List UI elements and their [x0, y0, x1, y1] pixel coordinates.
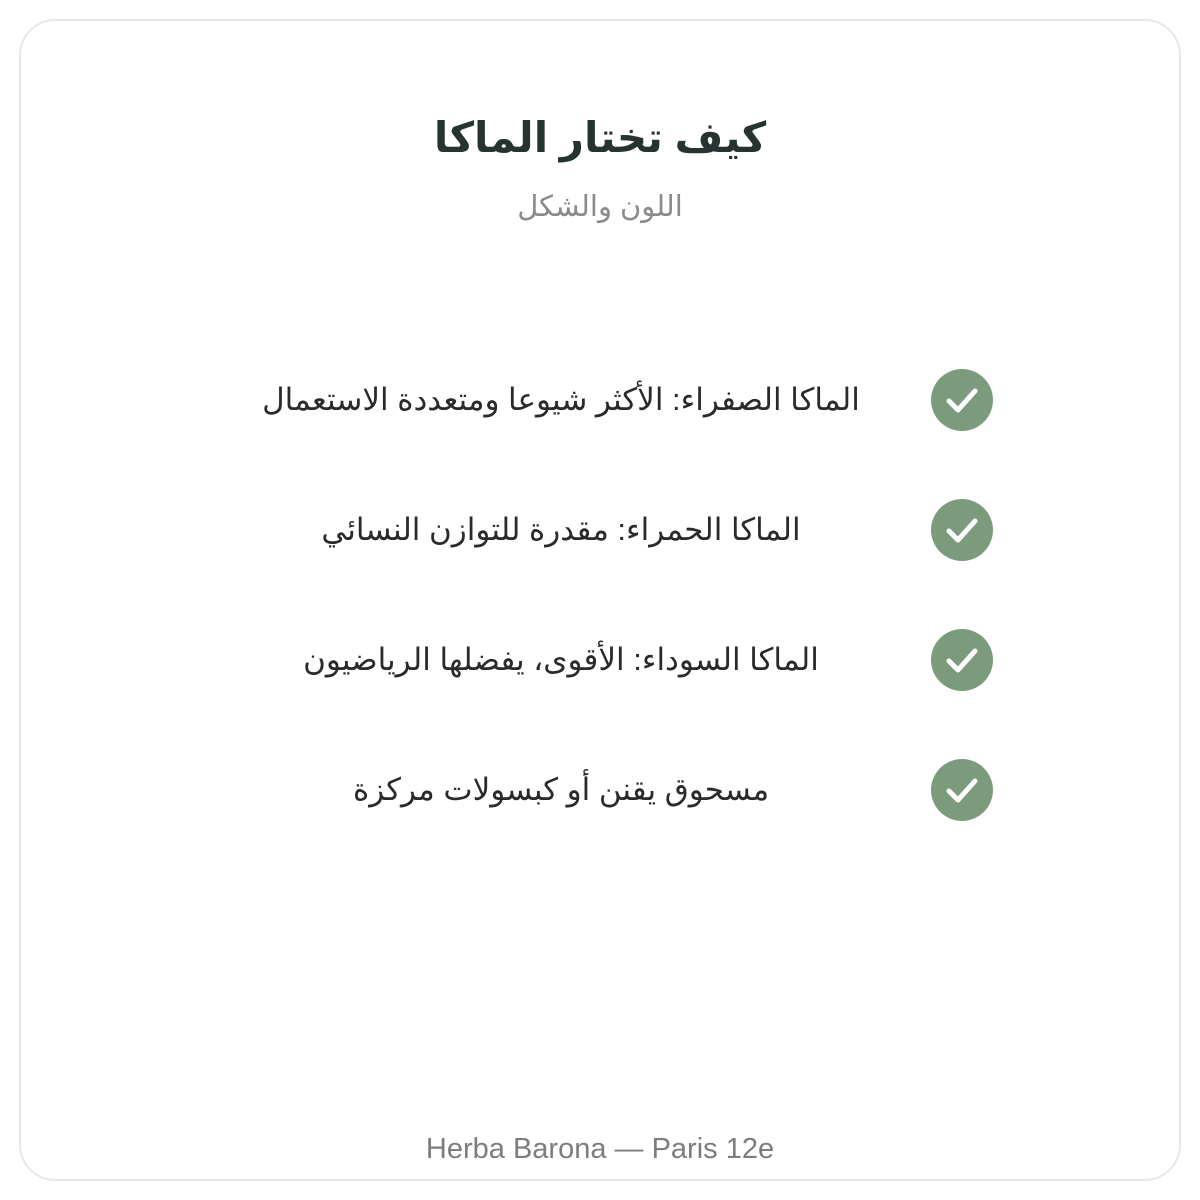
check-list-item	[21, 759, 1179, 821]
check-list	[21, 21, 1179, 1179]
check-circle-icon	[931, 499, 993, 561]
check-list-item-label: الماكا السوداء: الأقوى، يفضلها الرياضيون	[303, 642, 819, 677]
check-list-item-label: مسحوق يقنن أو كبسولات مركزة	[352, 772, 770, 807]
check-circle-icon	[931, 629, 993, 691]
check-list-item	[21, 369, 1179, 431]
check-circle-icon	[931, 759, 993, 821]
card	[19, 19, 1181, 1181]
footer-credit: Herba Barona — Paris 12e	[425, 1133, 775, 1165]
check-list-item	[21, 629, 1179, 691]
check-list-item-label: الماكا الحمراء: مقدرة للتوازن النسائي	[321, 512, 801, 547]
check-circle-icon	[931, 369, 993, 431]
page-title: كيف تختار الماكا	[433, 114, 767, 161]
page-subtitle: اللون والشكل	[517, 191, 683, 223]
check-list-item	[21, 499, 1179, 561]
check-list-item-label: الماكا الصفراء: الأكثر شيوعا ومتعددة الاستعمال	[262, 382, 860, 417]
